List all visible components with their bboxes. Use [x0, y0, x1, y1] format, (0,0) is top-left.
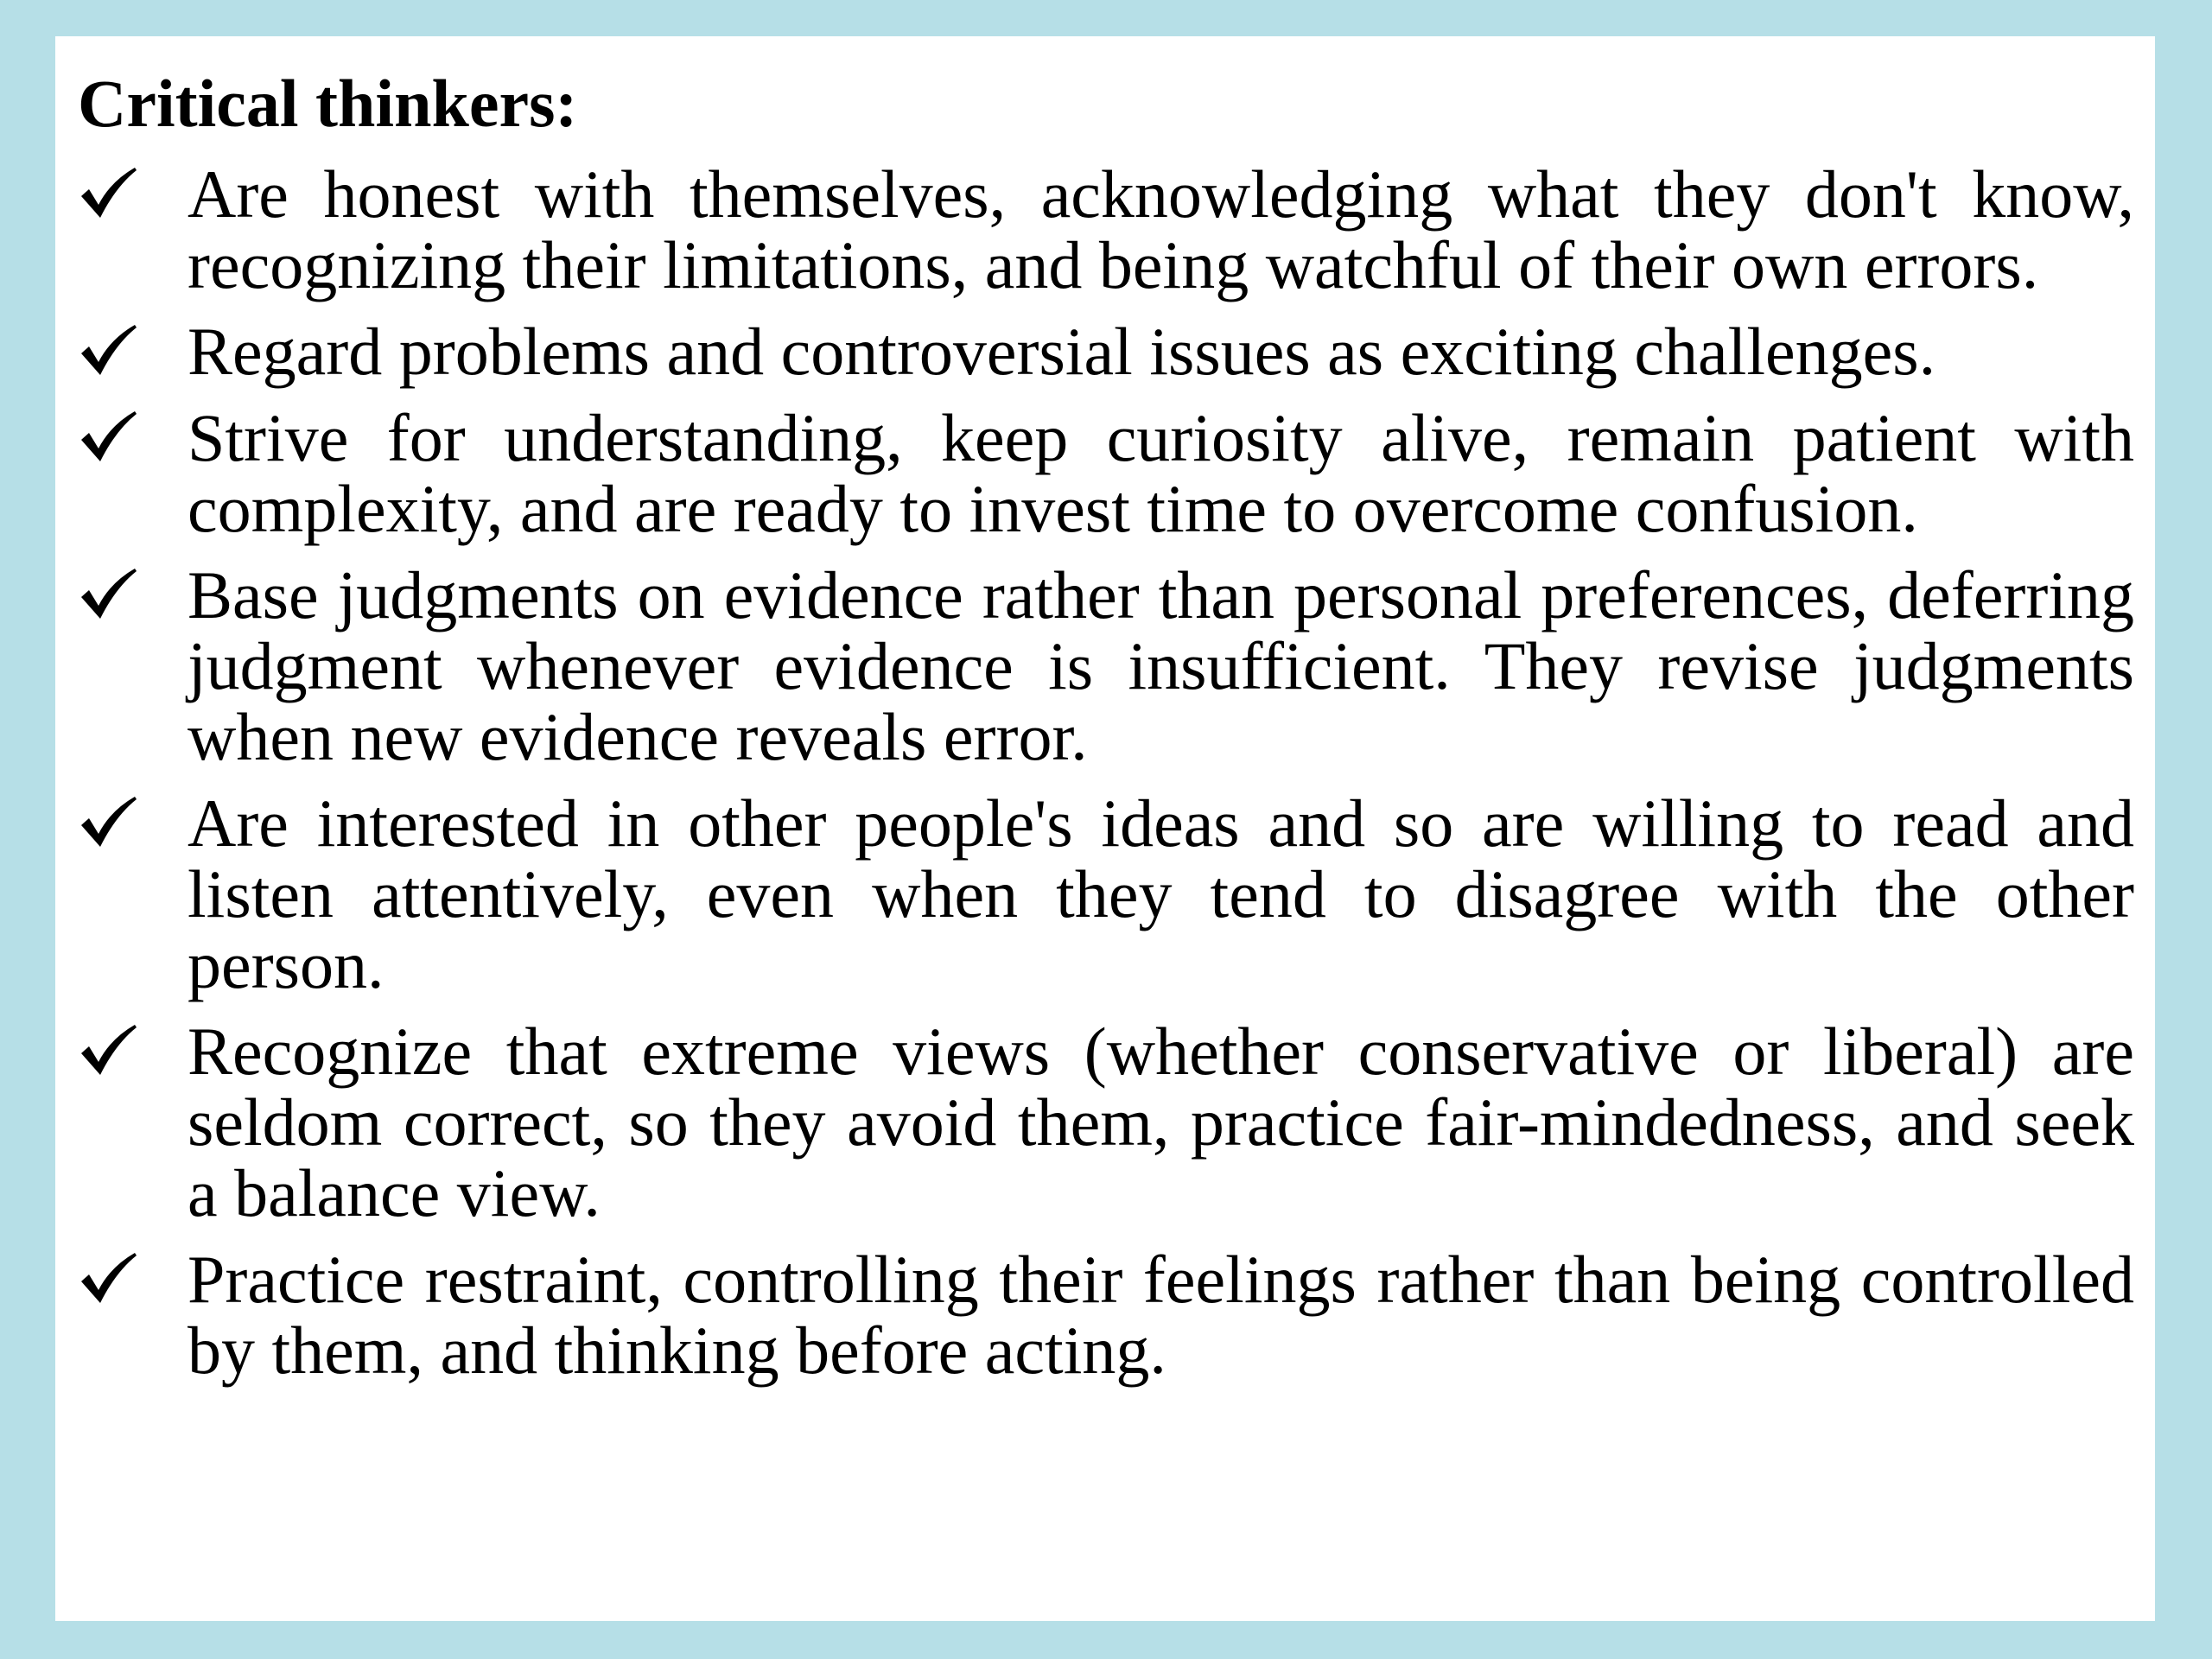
- list-item: [78, 156, 2134, 302]
- checkmark-icon: [78, 795, 138, 849]
- bullet-list: [78, 156, 2134, 1402]
- list-item: [78, 316, 2134, 387]
- list-item-text: Strive for understanding, keep curiosity alive, remain patient with complexity, and are ready to invest time to overcome confusion.: [188, 400, 2134, 546]
- list-item-text: Base judgments on evidence rather than personal preferences, deferring judgment whenever evidence is insufficient. They revise judgments when new evidence reveals error.: [188, 557, 2134, 774]
- list-item-text: Regard problems and controversial issues as exciting challenges.: [188, 314, 1936, 389]
- checkmark-icon: [78, 1251, 138, 1305]
- list-item: [78, 785, 2134, 1002]
- checkmark-icon: [78, 567, 138, 620]
- list-item: [78, 1016, 2134, 1229]
- checkmark-icon: [78, 166, 138, 219]
- slide: [55, 36, 2155, 1621]
- list-item-text: Practice restraint, controlling their feelings rather than being controlled by them, and thinking before acting.: [188, 1242, 2134, 1388]
- list-item: [78, 1244, 2134, 1386]
- list-item-text: Are interested in other people's ideas and so are willing to read and listen attentively, even when they tend to disagree with the other person.: [188, 785, 2134, 1002]
- checkmark-icon: [78, 410, 138, 463]
- checkmark-icon: [78, 323, 138, 377]
- list-item: [78, 400, 2134, 546]
- list-item-text: Recognize that extreme views (whether conservative or liberal) are seldom correct, so they avoid them, practice fair-mindedness, and seek a balance view.: [188, 1014, 2134, 1230]
- checkmark-icon: [78, 1023, 138, 1077]
- list-item: [78, 557, 2134, 774]
- slide-title: Critical thinkers:: [78, 66, 578, 141]
- list-item-text: Are honest with themselves, acknowledging what they don't know, recognizing their limitations, and being watchful of their own errors.: [188, 156, 2134, 302]
